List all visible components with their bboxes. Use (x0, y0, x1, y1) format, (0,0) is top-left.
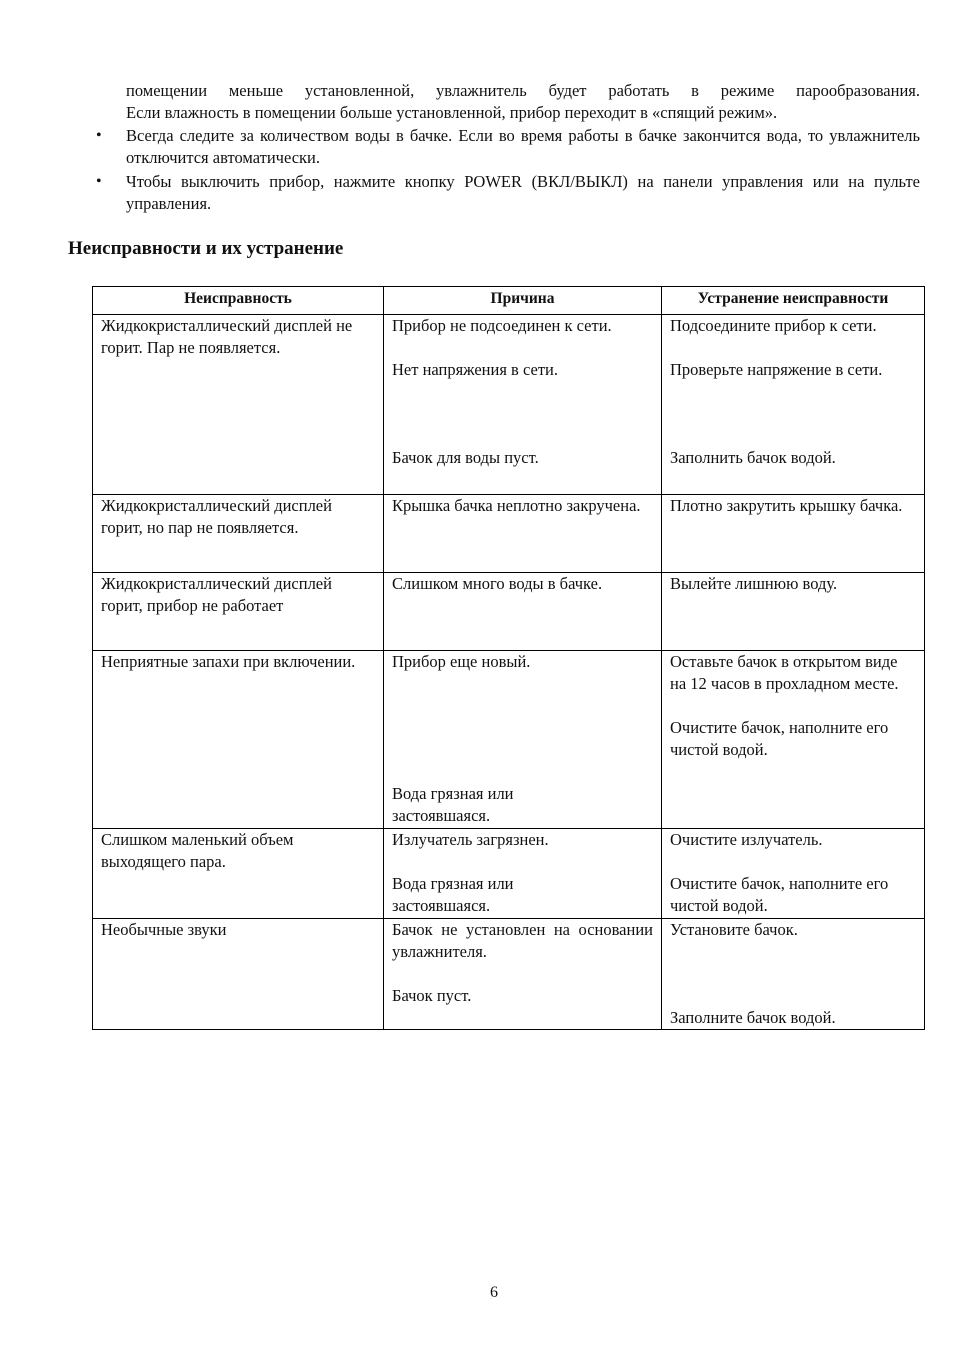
fix-text: Очистите бачок, наполните его чистой водой. (670, 874, 889, 915)
table-header-row (93, 287, 925, 315)
fix-text: Вылейте лишнюю воду. (670, 574, 838, 593)
bullet-item-water-level: Всегда следите за количеством воды в бачке. Если во время работы в бачке закончится вода, то увлажнитель отключится автоматически. (126, 126, 920, 167)
fix-text: Подсоедините прибор к сети. (670, 316, 877, 335)
cause-text: Вода грязная или застоявшаяся. (392, 784, 514, 825)
cause-cell (384, 315, 662, 495)
cause-text: Бачок для воды пуст. (392, 448, 539, 467)
fault-text: Жидкокристаллический дисплей горит, но пар не появляется. (101, 496, 332, 537)
cause-text: Прибор еще новый. (392, 652, 531, 671)
cause-cell (384, 919, 662, 1030)
cause-text: Бачок пуст. (392, 986, 472, 1005)
fix-text: Заполнить бачок водой. (670, 448, 836, 467)
fix-cell (662, 573, 925, 651)
cause-text: Прибор не подсоединен к сети. (392, 316, 612, 335)
cause-cell (384, 651, 662, 829)
table-row (93, 651, 925, 829)
fault-text: Слишком маленький объем выходящего пара. (101, 830, 294, 871)
fix-text: Плотно закрутить крышку бачка. (670, 496, 903, 515)
fault-text: Жидкокристаллический дисплей горит, прибор не работает (101, 574, 332, 615)
table-row (93, 573, 925, 651)
column-header-fault: Неисправность (93, 287, 384, 315)
cause-text: Крышка бачка неплотно закручена. (392, 496, 641, 515)
fix-cell (662, 495, 925, 573)
cause-cell (384, 573, 662, 651)
fix-text: Оставьте бачок в открытом виде на 12 часов в прохладном месте. (670, 652, 899, 693)
fix-cell (662, 651, 925, 829)
troubleshooting-table (92, 286, 925, 1030)
fault-text: Необычные звуки (101, 920, 227, 939)
intro-line-1: помещении меньше установленной, увлажнитель будет работать в режиме парообразования. (126, 81, 920, 100)
fix-text: Проверьте напряжение в сети. (670, 360, 883, 379)
fault-cell (93, 651, 384, 829)
bullet-dot: • (96, 127, 102, 144)
fault-cell (93, 919, 384, 1030)
fix-cell (662, 829, 925, 919)
table-row (93, 315, 925, 495)
cause-cell (384, 495, 662, 573)
fault-cell (93, 495, 384, 573)
cause-text: Нет напряжения в сети. (392, 360, 558, 379)
cause-text: Бачок не установлен на основании увлажнителя. (392, 920, 653, 961)
fix-text: Заполните бачок водой. (670, 1008, 836, 1027)
bullet-dot: • (96, 173, 102, 190)
intro-paragraph (126, 80, 920, 124)
section-title: Неисправности и их устранение (68, 238, 344, 259)
fix-text: Установите бачок. (670, 920, 798, 939)
fix-cell (662, 315, 925, 495)
bullet-item-power-off: Чтобы выключить прибор, нажмите кнопку POWER (ВКЛ/ВЫКЛ) на панели управления или на пульте управления. (126, 172, 920, 213)
fault-cell (93, 315, 384, 495)
fault-text: Жидкокристаллический дисплей не горит. Пар не появляется. (101, 316, 353, 357)
cause-text: Слишком много воды в бачке. (392, 574, 603, 593)
cause-cell (384, 829, 662, 919)
fault-cell (93, 573, 384, 651)
cause-text: Излучатель загрязнен. (392, 830, 549, 849)
fix-text: Очистите бачок, наполните его чистой водой. (670, 718, 889, 759)
fix-text: Очистите излучатель. (670, 830, 823, 849)
fault-text: Неприятные запахи при включении. (101, 652, 356, 671)
column-header-cause: Причина (384, 287, 662, 315)
page-number: 6 (490, 1284, 498, 1301)
table-row (93, 919, 925, 1030)
table-row (93, 495, 925, 573)
intro-line-2: Если влажность в помещении больше установленной, прибор переходит в «спящий режим». (126, 103, 778, 122)
cause-text: Вода грязная или застоявшаяся. (392, 874, 514, 915)
column-header-fix: Устранение неисправности (662, 287, 925, 315)
fault-cell (93, 829, 384, 919)
table-row (93, 829, 925, 919)
fix-cell (662, 919, 925, 1030)
